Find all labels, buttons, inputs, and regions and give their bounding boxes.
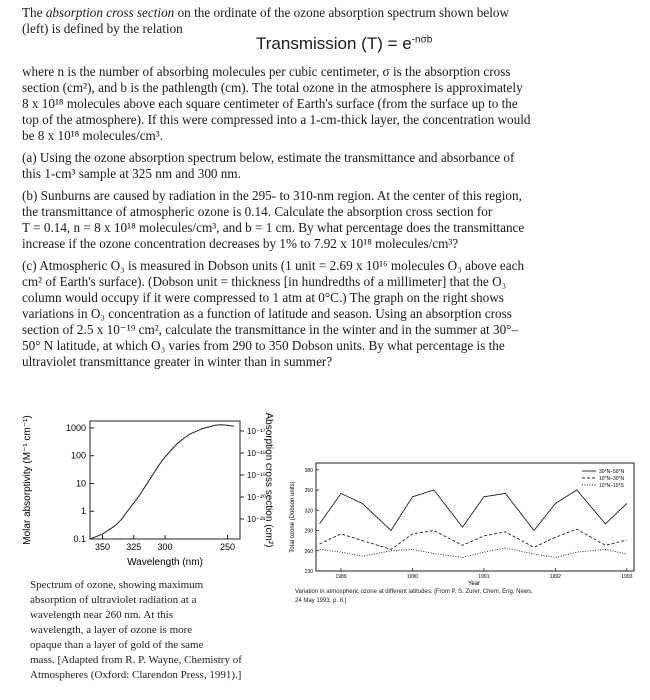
ozone-x-tick-label: 1992 — [549, 574, 561, 580]
intro-emphasis: absorption cross section — [45, 5, 175, 20]
caption-line: 24 May 1993, p. 8.] — [295, 598, 347, 604]
ozone-legend-label: 10°N–10°S — [599, 483, 624, 489]
part-c-line: section of 2.5 x 10⁻¹⁹ cm², calculate the transmittance in the winter and in the summer at 30°– — [22, 322, 519, 337]
part-c-line: (c) Atmospheric O₃ is measured in Dobson units (1 unit = 2.69 x 10¹⁶ molecules O₃ above each — [22, 258, 525, 273]
ozone-y-tick-label: 260 — [304, 548, 313, 555]
ozone-plot-frame — [316, 463, 634, 571]
ozone-spectrum-chart — [18, 405, 280, 580]
spectrum-y2-label: Absorption cross section (cm²) — [263, 412, 274, 548]
body-line: 8 x 10¹⁸ molecules above each square centimeter of Earth's surface (from the surface up to the — [22, 96, 518, 111]
spectrum-y-label: Molar absorptivity (M⁻¹ cm⁻¹) — [22, 415, 33, 545]
spectrum-x-tick-label: 325 — [126, 542, 142, 552]
spectrum-x-tick-label: 300 — [157, 542, 173, 552]
spectrum-curve — [90, 425, 234, 539]
spectrum-y2-tick-label: 10⁻¹⁹ — [247, 471, 267, 480]
spectrum-y2-tick-label: 10⁻¹⁸ — [247, 449, 267, 458]
spectrum-y-tick-label: 0.1 — [73, 534, 86, 544]
ozone-variation-chart — [284, 455, 640, 595]
part-c-line: ultraviolet transmittance greater in winter than in summer? — [22, 354, 333, 369]
ozone-series-line — [320, 490, 627, 531]
intro-text: The — [22, 5, 46, 20]
spectrum-x-label: Wavelength (nm) — [127, 557, 203, 568]
part-c-line: 50° N latitude, at which O₃ varies from 290 to 350 Dobson units. By what percentage is the — [22, 338, 505, 353]
spectrum-y-tick-label: 100 — [70, 450, 86, 461]
ozone-legend-label: 10°N–30°N — [599, 476, 625, 482]
ozone-legend-label: 30°N–50°N — [599, 469, 625, 475]
caption-line: Atmospheres (Oxford: Clarendon Press, 1991).] — [30, 669, 242, 681]
intro-line-1 — [22, 5, 630, 21]
body-line: be 8 x 10¹⁸ molecules/cm³. — [22, 128, 164, 143]
part-b-line: (b) Sunburns are caused by radiation in the 295- to 310-nm region. At the center of this region, — [22, 188, 522, 203]
ozone-x-tick-label: 1991 — [478, 574, 490, 580]
caption-line: absorption of ultraviolet radiation at a — [30, 594, 197, 606]
body-line: top of the atmosphere). If this were compressed into a 1-cm-thick layer, the concentration would — [22, 112, 531, 127]
caption-line: opaque than a layer of gold of the same — [30, 639, 204, 651]
part-a-line: (a) Using the ozone absorption spectrum below, estimate the transmittance and absorbance of — [22, 150, 515, 165]
part-a-line: this 1-cm³ sample at 325 nm and 300 nm. — [22, 166, 241, 181]
caption-line: wavelength near 260 nm. At this — [30, 609, 173, 621]
formula-base: Transmission (T) = e — [256, 34, 412, 53]
body-line: where n is the number of absorbing molecules per cubic centimeter, σ is the absorption cross — [22, 64, 511, 79]
caption-line: Spectrum of ozone, showing maximum — [30, 579, 204, 591]
formula-exponent: -nσb — [411, 34, 433, 46]
spectrum-x-tick-label: 350 — [94, 542, 111, 552]
spectrum-caption — [30, 578, 242, 683]
part-c-line: cm² of Earth's surface). (Dobson unit = thickness [in hundredths of a millimeter] that the O₃ — [22, 274, 507, 289]
ozone-x-tick-label: 1990 — [406, 574, 419, 580]
spectrum-x-tick-label: 250 — [219, 542, 236, 552]
intro-text-cont: on the ordinate of the ozone absorption spectrum shown below — [174, 5, 510, 20]
ozone-x-label: Year — [467, 581, 481, 587]
spectrum-y-tick-label: 1000 — [65, 422, 86, 433]
part-b-line: the transmittance of atmospheric ozone is 0.14. Calculate the absorption cross section for — [22, 204, 493, 219]
ozone-x-tick-label: 1993 — [621, 574, 633, 580]
ozone-series-line — [320, 548, 627, 558]
ozone-y-label: Total ozone (Dobson units) — [290, 481, 296, 553]
spectrum-plot-frame — [90, 421, 240, 539]
part-c-line: variations in O₃ concentration as a function of latitude and season. Using an absorption cross — [22, 306, 512, 321]
ozone-y-tick-label: 380 — [304, 467, 313, 474]
spectrum-y2-tick-label: 10⁻²⁰ — [247, 493, 266, 502]
caption-line: wavelength, a layer of ozone is more — [30, 624, 193, 636]
spectrum-y-tick-label: 1 — [80, 506, 86, 517]
ozone-y-tick-label: 230 — [304, 569, 313, 575]
caption-line: Variation in atmospheric ozone at different latitudes. [From P. S. Zurer, Chem. Eng. News, — [295, 589, 533, 595]
intro-line-2: (left) is defined by the relation — [22, 21, 183, 36]
spectrum-y2-tick-label: 10⁻¹⁷ — [247, 427, 266, 436]
part-b-line: increase if the ozone concentration decreases by 1% to 7.92 x 10¹⁸ molecules/cm³? — [22, 236, 459, 251]
ozone-caption — [295, 588, 533, 606]
ozone-y-tick-label: 290 — [304, 528, 313, 535]
ozone-x-tick-label: 1989 — [335, 574, 347, 580]
part-c-line: column would occupy if it were compressed to 1 atm at 0°C.) The graph on the right shows — [22, 290, 504, 305]
spectrum-y-tick-label: 10 — [75, 478, 86, 489]
ozone-y-tick-label: 320 — [304, 508, 313, 515]
ozone-series-line — [320, 529, 627, 549]
part-b-line: T = 0.14, n = 8 x 10¹⁸ molecules/cm³, and b = 1 cm. By what percentage does the transmittance — [22, 220, 525, 235]
body-line: section (cm²), and b is the pathlength (cm). The total ozone in the atmosphere is approximately — [22, 80, 523, 95]
transmission-formula — [256, 34, 432, 54]
spectrum-y2-tick-label: 10⁻²¹ — [247, 515, 266, 524]
ozone-y-tick-label: 350 — [304, 488, 313, 494]
caption-line: mass. [Adapted from R. P. Wayne, Chemistry of — [30, 654, 242, 666]
